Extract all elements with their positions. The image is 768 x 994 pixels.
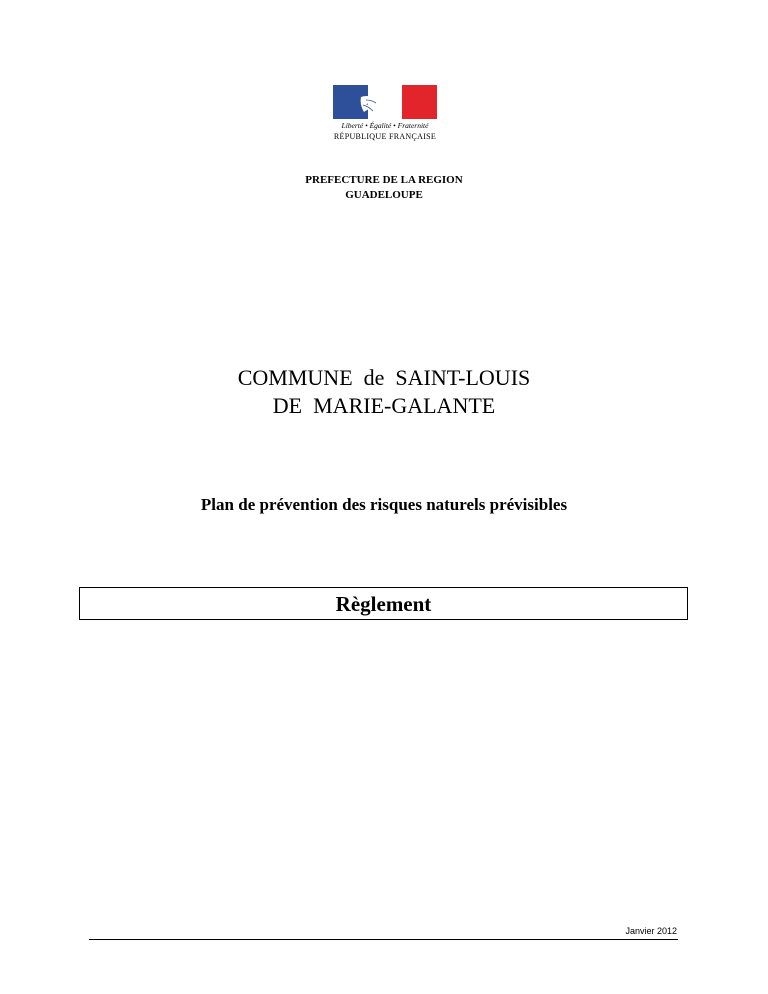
commune-title-line-1: COMMUNE de SAINT-LOUIS (237, 365, 531, 390)
section-title: Règlement (335, 591, 432, 616)
footer-date: Janvier 2012 (625, 926, 677, 936)
commune-title-line-2: DE MARIE-GALANTE (272, 393, 496, 418)
logo-motto: Liberté • Égalité • Fraternité (341, 121, 429, 130)
prefecture-heading (0, 173, 768, 203)
section-title-box (79, 587, 688, 620)
document-subtitle: Plan de prévention des risques naturels prévisibles (200, 495, 568, 514)
prefecture-line-2: GUADELOUPE (345, 189, 423, 201)
footer-divider (89, 939, 678, 940)
marianne-flag-icon (333, 85, 437, 119)
prefecture-line-1: PREFECTURE DE LA REGION (305, 174, 463, 186)
marianne-logo (331, 85, 439, 147)
commune-title (0, 364, 768, 420)
logo-republic-label: RÉPUBLIQUE FRANÇAISE (333, 132, 437, 141)
